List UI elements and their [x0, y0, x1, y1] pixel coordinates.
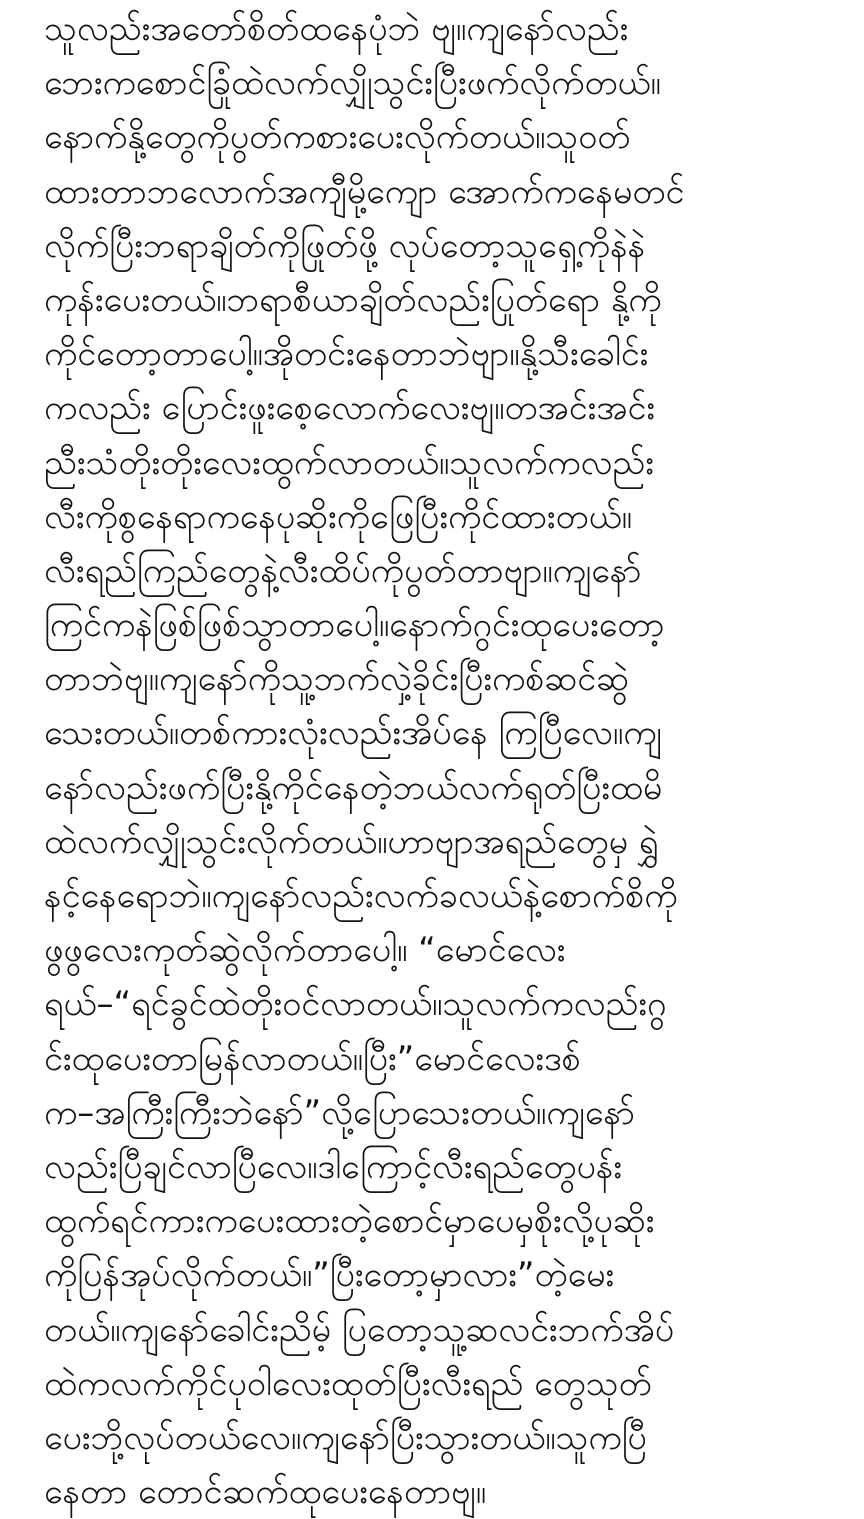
text-line: ကိုင်တော့တာပေါ့။အိုတင်းနေတာဘဲဗျာ။နို့သီးခေါင်း — [44, 334, 649, 375]
text-line: လိုက်ပြီးဘရာချိတ်ကိုဖြုတ်ဖို့ လုပ်တော့သူရှေ့ကိုနဲနဲ — [44, 225, 646, 266]
text-line: ထဲလက်လျှိုသွင်းလိုက်တယ်။ဟာဗျာအရည်တွေမှ ရွှဲ — [44, 821, 659, 862]
text-line: ထွက်ရင်ကားကပေးထားတဲ့စောင်မှာပေမှစိုးလို့ပုဆိုး — [44, 1201, 655, 1242]
text-line: ဖွဖွလေးကုတ်ဆွဲလိုက်တာပေါ့။ “မောင်လေး — [44, 930, 566, 971]
text-line: က–အကြီးကြီးဘဲနော်”လို့ပြောသေးတယ်။ကျနော် — [44, 1092, 635, 1133]
text-line: လည်းပြီချင်လာပြီလေ။ဒါကြောင့်လီးရည်တွေပန်း — [44, 1146, 623, 1187]
text-line: သူလည်းအတော်စိတ်ထနေပုံဘဲ ဗျ။ကျနော်လည်း — [44, 9, 629, 49]
text-line: လီးကိုစွနေရာကနေပုဆိုးကိုဖြေပြီးကိုင်ထားတယ်။ — [44, 496, 632, 537]
text-line: ထားတာဘလောက်အကျီမို့ကျော အောက်ကနေမတင် — [44, 171, 685, 212]
text-line: နင့်နေရောဘဲ။ကျနော်လည်းလက်ခလယ်နဲ့စောက်စိကို — [44, 876, 678, 916]
text-line: တယ်။ကျနော်ခေါင်းညိမ့် ပြတော့သူ့ဆလင်းဘက်အိပ် — [44, 1309, 675, 1350]
text-line: ပေးဘို့လုပ်တယ်လေ။ကျနော်ပြီးသွားတယ်။သူကပြီ — [44, 1417, 647, 1458]
text-line: လီးရည်ကြည်တွေနဲ့လီးထိပ်ကိုပွတ်တာဗျာ။ကျနော် — [44, 550, 642, 591]
text-line: ကုန်းပေးတယ်။ဘရာစီယာချိတ်လည်းပြုတ်ရော နို့ကို — [44, 279, 662, 320]
text-line: ဘေးကစောင်ခြုံထဲလက်လျှိုသွင်းပြီးဖက်လိုက်တယ်။ — [44, 63, 661, 104]
text-line: ကိုပြန်အုပ်လိုက်တယ်။”ပြီးတော့မှာလား”တဲ့မေး — [44, 1255, 615, 1296]
text-line: နေတာ တောင်ဆက်ထုပေးနေတာဗျ။ — [44, 1472, 487, 1513]
text-line: နောက်နို့တွေကိုပွတ်ကစားပေးလိုက်တယ်။သူဝတ် — [44, 117, 631, 158]
text-line: င်းထုပေးတာမြန်လာတယ်။ပြီး”မောင်လေးဒစ် — [44, 1038, 581, 1079]
text-line: သေးတယ်။တစ်ကားလုံးလည်းအိပ်နေ ကြပြီလေ။ကျ — [44, 713, 662, 754]
text-line: ကြင်ကနဲဖြစ်ဖြစ်သွာတာပေါ့။နောက်ဂွင်းထုပေးတော့ — [44, 605, 665, 646]
text-line: ကလည်း ပြောင်းဖူးစေ့လောက်လေးဗျ။တအင်းအင်း — [44, 388, 655, 429]
text-line: ထဲကလက်ကိုင်ပုဝါလေးထုတ်ပြီးလီးရည် တွေသုတ် — [44, 1363, 652, 1404]
text-line: နော်လည်းဖက်ပြီးနို့ကိုင်နေတဲ့ဘယ်လက်ရုတ်ပြီးထမိ — [44, 767, 663, 808]
text-line: တာဘဲဗျ။ကျနော်ကိုသူ့ဘက်လှဲ့ခိုင်းပြီးကစ်ဆင်ဆွဲ — [44, 659, 629, 700]
text-line: ရယ်–“ရင်ခွင်ထဲတိုးဝင်လာတယ်။သူလက်ကလည်းဂွ — [44, 984, 667, 1025]
text-line: ညီးသံတိုးတိုးလေးထွက်လာတယ်။သူလက်ကလည်း — [44, 442, 654, 483]
